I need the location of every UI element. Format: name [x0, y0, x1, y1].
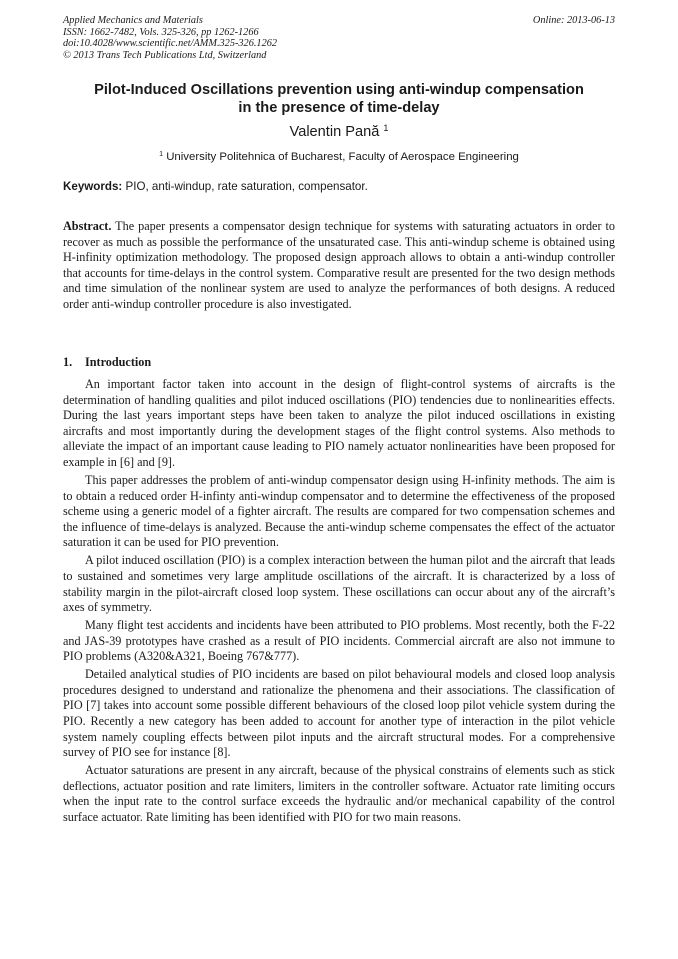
author [63, 123, 615, 141]
section-heading [63, 355, 615, 371]
section-number: 1. [63, 355, 73, 369]
affiliation-mark: 1 [159, 151, 164, 159]
journal-name: Applied Mechanics and Materials [63, 15, 203, 26]
copyright-line: © 2013 Trans Tech Publications Ltd, Switzerland [63, 49, 267, 61]
keywords [63, 180, 615, 194]
paper-title [63, 81, 615, 117]
keywords-text: PIO, anti-windup, rate saturation, compensator. [125, 180, 368, 193]
abstract-label: Abstract. [63, 219, 112, 233]
affiliation [63, 150, 615, 164]
section-body [63, 377, 615, 828]
title-line-2: in the presence of time-delay [238, 100, 440, 116]
paragraph: Many flight test accidents and incidents have been attributed to PIO problems. Most recently, both the F-22 and JAS-39 prototypes have crashed as a result of PIO incidents. Commercial aircraft are also not immune to PIO problems (A320&A321, Boeing 767&777). [63, 618, 615, 664]
author-affiliation-mark: 1 [383, 123, 389, 134]
paragraph: Detailed analytical studies of PIO incidents are based on pilot behavioural models and closed loop analysis procedures designed to understand and rationalize the phenomena and their associations. The classification of PIO [7] takes into account some possible different behaviours of the closed loop pilot vehicle system during the PIO. Recently a new category has been added to account for another type of interaction in the pilot vehicle system namely coupling effects between pilot inputs and the aircraft structural modes. For a comprehensive survey of PIO see for instance [8]. [63, 667, 615, 760]
journal-header [63, 15, 615, 61]
paragraph: An important factor taken into account in the design of flight-control systems of aircrafts is the determination of handling qualities and pilot induced oscillations (PIO) tendencies due to nonlinearities effects. During the last years important steps have been taken to analyze the pilot induced oscillations in existing aircrafts and most importantly during the development stages of the flight control systems. Also methods to alleviate the impact of an important cause leading to PIO namely actuator nonlinearities have been proposed for example in [6] and [9]. [63, 377, 615, 469]
doi-line: doi:10.4028/www.scientific.net/AMM.325-326.1262 [63, 38, 278, 50]
affiliation-text: University Politehnica of Bucharest, Faculty of Aerospace Engineering [166, 151, 519, 163]
paragraph: This paper addresses the problem of anti-windup compensator design using H-infinity methods. The aim is to obtain a reduced order H-infinty anti-windup compensator and to determine the effectiveness of the proposed scheme using a generic model of a fighter aircraft. The results are compared for two compensation schemes and the influence of time-delays is analyzed. Because the anti-windup scheme compensates the effect of the actuator saturation it can be used for PIO prevention. [63, 472, 615, 550]
keywords-label: Keywords: [63, 180, 123, 193]
section-title: Introduction [85, 355, 152, 369]
online-date: Online: 2013-06-13 [532, 15, 615, 26]
title-line-1: Pilot-Induced Oscillations prevention using anti-windup compensation [94, 82, 584, 98]
paragraph: Actuator saturations are present in any aircraft, because of the physical constrains of elements such as stick deflections, actuator position and rate limiters, limiters in the controller software. Actuator rate limiting occurs when the input rate to the control surface exceeds the hydraulic and/or mechanical capability of the control surface actuator. Rate limiting has been identified with PIO for two main reasons. [63, 763, 615, 824]
author-name: Valentin Pană [289, 124, 380, 140]
paragraph: A pilot induced oscillation (PIO) is a complex interaction between the human pilot and the aircraft that leads to sustained and sometimes very large amplitude oscillations of the aircraft. It is characterized by a loss of stability margin in the pilot-aircraft closed loop system. These oscillations can occur about any of the aircraft’s axes of symmetry. [63, 553, 615, 615]
abstract-text: The paper presents a compensator design technique for systems with saturating actuators in order to recover as much as possible the performance of the unsaturated case. This anti-windup scheme is obtained using H-infinity optimization methodology. The proposed design approach allows to obtain a anti-windup controller that accounts for time-delays in the control system. Comparative result are presented for the two design methods and time simulation of the nonlinear system are used to analyze the performances of both designs. A reduced order anti-windup controller procedure is also investigated. [63, 219, 615, 311]
issn-line: ISSN: 1662-7482, Vols. 325-326, pp 1262-1266 [63, 26, 259, 38]
abstract [63, 219, 615, 313]
